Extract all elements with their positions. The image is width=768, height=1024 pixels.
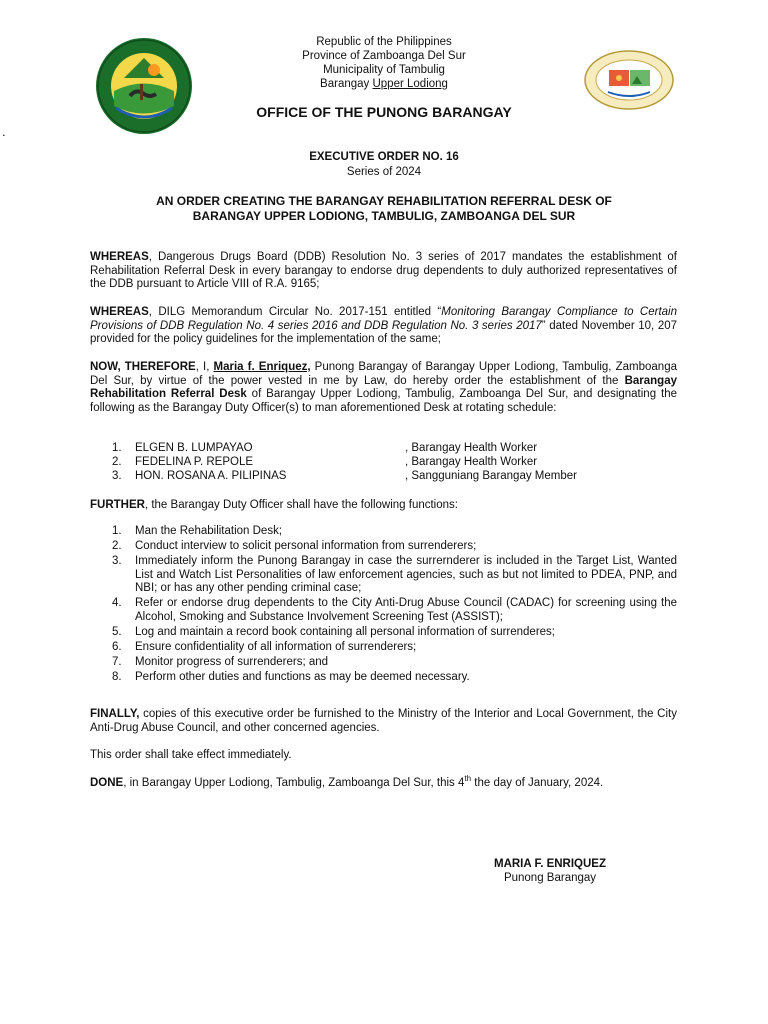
officer-name: ELGEN B. LUMPAYAO [135, 442, 253, 454]
municipal-seal-icon [584, 50, 674, 110]
now-therefore-paragraph [90, 361, 677, 415]
done-paragraph [90, 774, 677, 791]
whereas-text-pre: , DILG Memorandum Circular No. 2017-151 entitled “ [148, 306, 442, 318]
finally-lead: FINALLY, [90, 708, 140, 720]
executive-order-number: EXECUTIVE ORDER NO. 16 [309, 151, 459, 163]
list-number: 3. [112, 470, 122, 482]
signatory-title: Punong Barangay [503, 872, 597, 884]
list-number: 1. [112, 442, 122, 454]
function-item [90, 671, 677, 685]
function-text: Ensure confidentiality of all information of surrenderers; [135, 641, 417, 654]
further-lead: FURTHER [90, 499, 145, 511]
function-text: Man the Rehabilitation Desk; [135, 525, 283, 537]
letterhead-municipality: Municipality of Tambulig [323, 64, 445, 76]
functions-list [90, 525, 677, 685]
list-number: 6. [112, 641, 122, 654]
order-title-line2: BARANGAY UPPER LODIONG, TAMBULIG, ZAMBOANGA DEL SUR [192, 209, 576, 223]
list-number: 1. [112, 525, 122, 537]
list-number: 2. [112, 456, 122, 468]
done-text2: the day of January, 2024. [471, 777, 604, 789]
whereas-text: , Dangerous Drugs Board (DDB) Resolution No. 3 series of 2017 mandates the establishment of Rehabilitation Referral Desk in every barangay to endorse drug dependents to duly authorized representatives of the DDB pursuant to Article VIII of R.A. 9165; [90, 251, 677, 291]
referral-desk-name: Barangay Rehabilitation Referral Desk [90, 374, 677, 401]
done-lead: DONE [90, 777, 124, 789]
list-number: 8. [112, 671, 122, 684]
letterhead-barangay [234, 77, 534, 91]
officer-role: , Sangguniang Barangay Member [405, 470, 577, 482]
now-therefore-text3: of Barangay Upper Lodiong, Tambulig, Zamboanga Del Sur, and designating the following as the Barangay Duty Officer(s) to man aforementioned Desk at rotating schedule: [90, 388, 677, 414]
function-item [90, 540, 677, 554]
list-number: 7. [112, 656, 122, 669]
function-item [90, 525, 677, 539]
function-item [90, 656, 677, 670]
barangay-prefix: Barangay [320, 78, 373, 90]
barangay-name: Upper Lodiong [372, 78, 448, 90]
function-item [90, 555, 677, 596]
function-item [90, 597, 677, 624]
barangay-seal [94, 36, 194, 136]
function-text: Immediately inform the Punong Barangay in case the surrernderer is included in the Target List, Wanted List and Watch List Personalities of law enforcement agencies, such as but not limited to PDEA, PNP, and NBI; or has any other pending criminal case; [135, 555, 677, 595]
duty-officer-item [90, 470, 677, 484]
now-therefore-lead: NOW, THEREFORE [90, 361, 196, 373]
officer-role: , Barangay Health Worker [405, 456, 538, 468]
function-text: Refer or endorse drug dependents to the City Anti-Drug Abuse Council (CADAC) for screening using the Alcohol, Smoking and Substance Involvement Screening Test (ASSIST); [135, 597, 677, 624]
whereas-paragraph-1 [90, 251, 677, 292]
function-text: Monitor progress of surrenderers; and [135, 656, 329, 669]
letterhead-province: Province of Zamboanga Del Sur [302, 50, 466, 62]
letterhead [234, 35, 534, 91]
list-number: 4. [112, 597, 122, 610]
whereas-lead: WHEREAS [90, 251, 149, 263]
officer-name: HON. ROSANA A. PILIPINAS [135, 470, 287, 482]
officer-role: , Barangay Health Worker [405, 442, 538, 454]
function-item [90, 641, 677, 655]
office-title: OFFICE OF THE PUNONG BARANGAY [256, 104, 512, 120]
ordinal-suffix: th [464, 774, 472, 784]
list-number: 5. [112, 626, 122, 639]
duty-officer-item [90, 456, 677, 470]
function-text: Perform other duties and functions as may be deemed necessary. [135, 671, 470, 684]
duty-officer-list [90, 442, 677, 484]
list-number: 2. [112, 540, 122, 553]
letterhead-country: Republic of the Philippines [316, 36, 452, 48]
done-text1: , in Barangay Upper Lodiong, Tambulig, Zamboanga Del Sur, this 4 [123, 777, 465, 789]
list-number: 3. [112, 555, 122, 568]
finally-paragraph [90, 708, 677, 735]
order-title [90, 194, 678, 224]
now-therefore-text1: , I, [195, 361, 214, 373]
function-text: Log and maintain a record book containing all personal information of surrenderes; [135, 626, 556, 639]
now-therefore-text2: Punong Barangay of Barangay Upper Lodiong, Tambulig, Zamboanga Del Sur, by virtue of the power vested in me by Law, do hereby order the establishment of the [90, 361, 677, 387]
order-title-line1: AN ORDER CREATING THE BARANGAY REHABILITATION REFERRAL DESK OF [156, 194, 612, 208]
further-text: , the Barangay Duty Officer shall have the following functions: [144, 499, 458, 511]
municipal-seal [584, 50, 674, 110]
executive-order-series: Series of 2024 [346, 166, 422, 178]
officer-name: FEDELINA P. REPOLE [135, 456, 254, 468]
function-item [90, 626, 677, 640]
whereas-text-post: ” dated November 10, 207 provided for the policy guidelines for the implementation of the same; [90, 319, 678, 346]
barangay-seal-icon [94, 36, 194, 136]
circular-title: Monitoring Barangay Compliance to Certain Provisions of DDB Regulation No. 4 series 2016 and DDB Regulation No. 3 series 2017 [90, 306, 677, 332]
further-paragraph [90, 499, 677, 513]
stray-mark: . [2, 124, 6, 139]
function-text: Conduct interview to solicit personal information from surrenderers; [135, 540, 477, 553]
duty-officer-item [90, 442, 677, 456]
punong-barangay-name: Maria f. Enriquez, [213, 361, 311, 373]
finally-text: copies of this executive order be furnished to the Ministry of the Interior and Local Government, the City Anti-Drug Abuse Council, and other concerned agencies. [90, 708, 677, 734]
effectivity-paragraph: This order shall take effect immediately. [90, 749, 292, 761]
signatory-name: MARIA F. ENRIQUEZ [493, 858, 607, 870]
whereas-lead: WHEREAS [90, 306, 149, 318]
whereas-paragraph-2 [90, 306, 677, 347]
